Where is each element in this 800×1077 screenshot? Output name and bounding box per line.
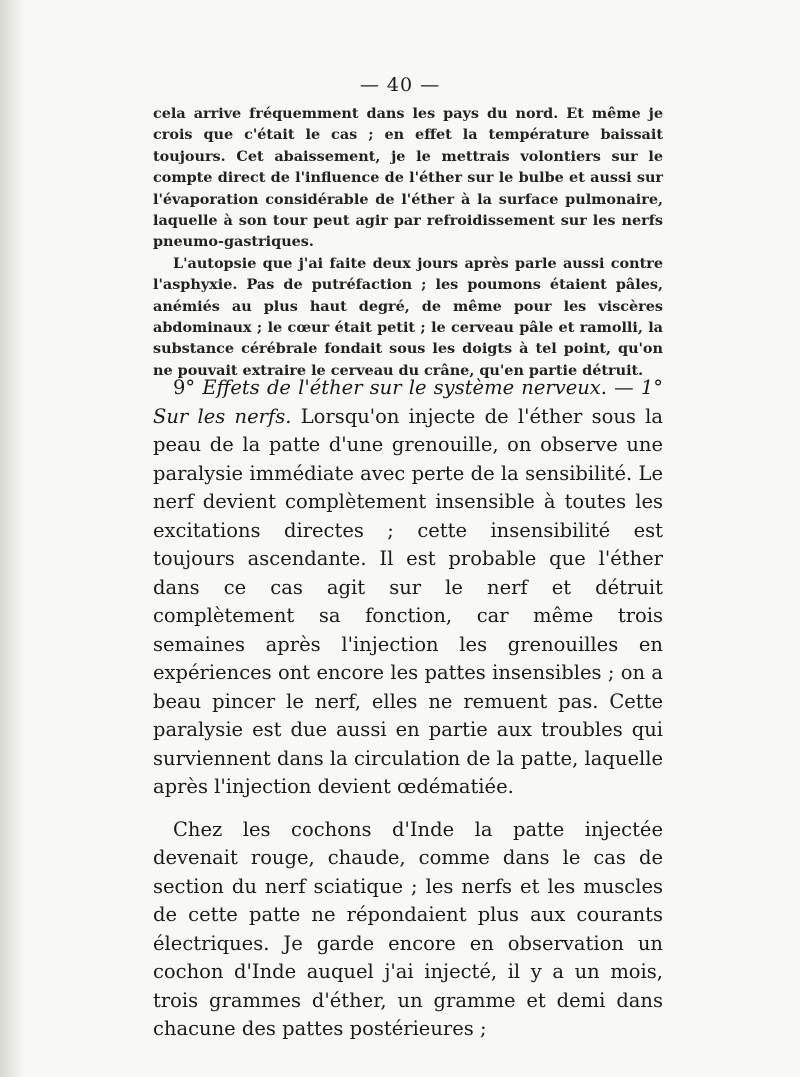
paragraph-guinea-pigs: Chez les cochons d'Inde la patte injectée devenait rouge, chaude, comme dans le cas de section du nerf sciatique ; les nerfs et les muscles de cette patte ne répondaient plus aux courants électriques. Je garde encore en observation un cochon d'Inde auquel j'ai injecté, il y a un mois, trois grammes d'éther, un gramme et demi dans chacune des pattes postérieures ; bbox=[153, 817, 663, 1040]
section-number: 9° bbox=[173, 376, 196, 399]
small-print-block bbox=[153, 103, 663, 381]
paragraph-autopsy: L'autopsie que j'ai faite deux jours après parle aussi contre l'asphyxie. Pas de putréfaction ; les poumons étaient pâles, anémiés au plus haut degré, de même pour les viscères abdominaux ; le cœur était petit ; le cerveau pâle et ramolli, la substance cérébrale fondait sous les doigts à tel point, qu'on ne pouvait extraire le cerveau du crâne, qu'en partie détruit. bbox=[153, 254, 663, 379]
paragraph-temperature: cela arrive fréquemment dans les pays du nord. Et même je crois que c'était le cas ; en effet la température baissait toujours. Cet abaissement, je le mettrais volontiers sur le compte direct de l'influence de l'éther sur le bulbe et aussi sur l'évaporation considérable de l'éther à la surface pulmonaire, laquelle à son tour peut agir par refroidissement sur les nerfs pneumo-gastriques. bbox=[153, 105, 663, 251]
main-text-block bbox=[153, 374, 663, 1044]
page-number: — 40 — bbox=[359, 74, 441, 96]
section-title: Effets de l'éther sur le système nerveux. bbox=[202, 376, 607, 399]
binding-shadow bbox=[0, 0, 24, 1077]
paragraph-nerves bbox=[153, 374, 663, 802]
section-dash: — bbox=[614, 376, 634, 399]
subsection-title: 1° Sur les nerfs. bbox=[153, 376, 664, 428]
section-body: Lorsqu'on injecte de l'éther sous la peau de la patte d'une grenouille, on observe une paralysie immédiate avec perte de la sensibilité. Le nerf devient complètement insensible à toutes les excitations directes ; cette insensibilité est toujours ascendante. Il est probable que l'éther dans ce cas agit sur le nerf et détruit complètement sa fonction, car même trois semaines après l'injection les grenouilles en expériences ont encore les pattes insensibles ; on a beau pincer le nerf, elles ne remuent pas. Cette paralysie est due aussi en partie aux troubles qui surviennent dans la circulation de la patte, laquelle après l'injection devient œdématiée. bbox=[153, 404, 664, 798]
